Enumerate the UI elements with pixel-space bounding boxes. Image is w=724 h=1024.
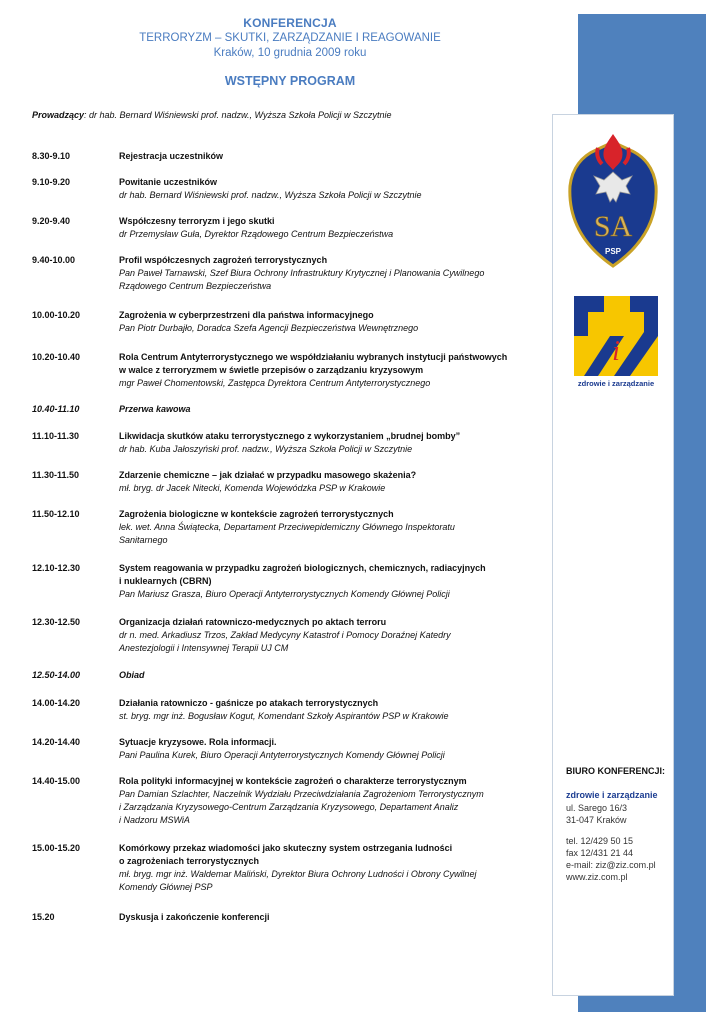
agenda-time: 10.20-10.40: [32, 352, 81, 362]
agenda-time: 15.00-15.20: [32, 843, 81, 853]
agenda-title: Zagrożenia biologiczne w kontekście zagrożeń terrorystycznych: [119, 509, 394, 519]
bureau-address-street: ul. Sarego 16/3: [566, 803, 628, 813]
agenda-title: Likwidacja skutków ataku terrorystycznego z wykorzystaniem „brudnej bomby”: [119, 431, 461, 441]
agenda-title: Działania ratowniczo - gaśnicze po atakach terrorystycznych: [119, 698, 379, 708]
bureau-address-city: 31-047 Kraków: [566, 815, 627, 825]
agenda-speaker: Pani Paulina Kurek, Biuro Operacji Antyterrorystycznych Komendy Głównej Policji: [119, 750, 445, 760]
agenda-title: Rola Centrum Antyterrorystycznego we współdziałaniu wybranych instytucji państwowych: [119, 352, 508, 362]
agenda-item: [32, 616, 542, 655]
agenda-item: [32, 736, 542, 762]
agenda-speaker: st. bryg. mgr inż. Bogusław Kogut, Komendant Szkoły Aspirantów PSP w Krakowie: [119, 711, 449, 721]
conference-bureau: [566, 765, 665, 883]
agenda-time: 11.50-12.10: [32, 509, 80, 519]
agenda-time: 14.20-14.40: [32, 737, 81, 747]
agenda-title: Komórkowy przekaz wiadomości jako skuteczny system ostrzegania ludności: [119, 843, 453, 853]
bureau-website[interactable]: www.ziz.com.pl: [566, 872, 628, 882]
bureau-title: BIURO KONFERENCJI:: [566, 766, 666, 776]
agenda-time: 9.40-10.00: [32, 255, 76, 265]
agenda-item: [32, 842, 542, 894]
agenda-item: [32, 562, 542, 601]
agenda-speaker: Rządowego Centrum Bezpieczeństwa: [119, 281, 272, 291]
agenda-title: Rola polityki informacyjnej w kontekście zagrożeń o charakterze terrorystycznym: [119, 776, 467, 786]
agenda-title: Przerwa kawowa: [119, 404, 191, 414]
agenda-item: [32, 215, 542, 241]
agenda-title: Obiad: [119, 670, 145, 680]
agenda-speaker: dr hab. Bernard Wiśniewski prof. nadzw., Wyższa Szkoła Policji w Szczytnie: [119, 190, 422, 200]
chairperson: [32, 110, 392, 120]
agenda-item: [32, 508, 542, 547]
agenda-title: i nuklearnych (CBRN): [119, 576, 212, 586]
conference-label: KONFERENCJA: [243, 16, 337, 30]
agenda-time: 15.20: [32, 912, 55, 922]
agenda-time: 12.30-12.50: [32, 617, 81, 627]
agenda-time: 14.40-15.00: [32, 776, 81, 786]
agenda-item: [32, 697, 542, 723]
agenda-list: [32, 150, 542, 924]
chair-label: Prowadzący: [32, 110, 85, 120]
agenda-speaker: Anestezjologii i Intensywnej Terapii UJ CM: [119, 643, 289, 653]
agenda-time: 12.10-12.30: [32, 563, 81, 573]
agenda-title: Profil współczesnych zagrożeń terrorystycznych: [119, 255, 328, 265]
agenda-item: [32, 775, 542, 827]
agenda-title: w walce z terroryzmem w świetle przepisów o zarządzaniu kryzysowym: [119, 365, 424, 375]
agenda-speaker: i Nadzoru MSWiA: [119, 815, 190, 825]
ziz-letter: i: [612, 336, 620, 367]
chair-name: : dr hab. Bernard Wiśniewski prof. nadzw., Wyższa Szkoła Policji w Szczytnie: [84, 110, 392, 120]
agenda-item: [32, 176, 542, 202]
emblem-sub: PSP: [604, 247, 622, 256]
agenda-title: System reagowania w przypadku zagrożeń biologicznych, chemicznych, radiacyjnych: [119, 563, 486, 573]
agenda-speaker: Komendy Głównej PSP: [119, 882, 213, 892]
agenda-speaker: Pan Piotr Durbajło, Doradca Szefa Agencji Bezpieczeństwa Wewnętrznego: [119, 323, 419, 333]
agenda-item: [32, 911, 542, 924]
agenda-speaker: lek. wet. Anna Świątecka, Departament Przeciwepidemiczny Głównego Inspektoratu: [119, 522, 455, 532]
agenda-title: Powitanie uczestników: [119, 177, 218, 187]
agenda-time: 11.10-11.30: [32, 431, 80, 441]
agenda-break: [32, 403, 542, 416]
agenda-time: 11.30-11.50: [32, 470, 80, 480]
agenda-speaker: i Zarządzania Kryzysowego-Centrum Zarządzania Kryzysowego, Departament Analiz: [119, 802, 459, 812]
agenda-time: 14.00-14.20: [32, 698, 81, 708]
conference-date: Kraków, 10 grudnia 2009 roku: [213, 47, 367, 59]
agenda-speaker: Sanitarnego: [119, 535, 168, 545]
conference-title: TERRORYZM – SKUTKI, ZARZĄDZANIE I REAGOWANIE: [139, 32, 441, 44]
bureau-fax: fax 12/431 21 44: [566, 848, 634, 858]
agenda-title: Rejestracja uczestników: [119, 151, 224, 161]
program-heading: WSTĘPNY PROGRAM: [224, 74, 356, 88]
agenda-title: o zagrożeniach terrorystycznych: [119, 856, 260, 866]
agenda-speaker: mgr Paweł Chomentowski, Zastępca Dyrektora Centrum Antyterrorystycznego: [119, 378, 431, 388]
agenda-speaker: Pan Paweł Tarnawski, Szef Biura Ochrony Infrastruktury Krytycznej i Planowania Cywilnego: [119, 268, 485, 278]
header: [30, 16, 550, 89]
agenda-title: Organizacja działań ratowniczo-medycznych po aktach terroru: [119, 617, 387, 627]
agenda-time: 9.10-9.20: [32, 177, 71, 187]
agenda-speaker: Pan Damian Szlachter, Naczelnik Wydziału Przeciwdziałania Zagrożeniom Terrorystycznym: [119, 789, 484, 799]
agenda-time: 8.30-9.10: [32, 151, 71, 161]
agenda-time: 10.00-10.20: [32, 310, 81, 320]
psp-emblem-logo: [566, 128, 660, 272]
bureau-phone: tel. 12/429 50 15: [566, 836, 634, 846]
agenda-item: [32, 469, 542, 495]
agenda-speaker: dr hab. Kuba Jałoszyński prof. nadzw., Wyższa Szkoła Policji w Szczytnie: [119, 444, 413, 454]
agenda-item: [32, 351, 542, 390]
agenda-speaker: mł. bryg. mgr inż. Waldemar Maliński, Dyrektor Biura Ochrony Ludności i Obrony Cywilnej: [119, 869, 477, 879]
bureau-brand: zdrowie i zarządzanie: [566, 790, 658, 800]
agenda-speaker: Pan Mariusz Grasza, Biuro Operacji Antyterrorystycznych Komendy Głównej Policji: [119, 589, 450, 599]
ziz-logo: [574, 296, 658, 388]
agenda-item: [32, 430, 542, 456]
agenda-time: 9.20-9.40: [32, 216, 71, 226]
bureau-email[interactable]: e-mail: ziz@ziz.com.pl: [566, 860, 656, 870]
agenda-speaker: dr n. med. Arkadiusz Trzos, Zakład Medycyny Katastrof i Pomocy Doraźnej Katedry: [119, 630, 451, 640]
agenda-title: Dyskusja i zakończenie konferencji: [119, 912, 270, 922]
agenda-item: [32, 150, 542, 163]
ziz-caption: zdrowie i zarządzanie: [577, 379, 655, 388]
agenda-title: Współczesny terroryzm i jego skutki: [119, 216, 275, 226]
agenda-break: [32, 669, 542, 682]
agenda-speaker: dr Przemysław Guła, Dyrektor Rządowego Centrum Bezpieczeństwa: [119, 229, 394, 239]
agenda-title: Zdarzenie chemiczne – jak działać w przypadku masowego skażenia?: [119, 470, 417, 480]
agenda-title: Sytuacje kryzysowe. Rola informacji.: [119, 737, 277, 747]
agenda-item: [32, 254, 542, 293]
agenda-speaker: mł. bryg. dr Jacek Nitecki, Komenda Wojewódzka PSP w Krakowie: [119, 483, 386, 493]
agenda-title: Zagrożenia w cyberprzestrzeni dla państwa informacyjnego: [119, 310, 374, 320]
emblem-letters: SA: [593, 210, 633, 243]
agenda-time: 10.40-11.10: [32, 404, 80, 414]
agenda-item: [32, 309, 542, 335]
agenda-time: 12.50-14.00: [32, 670, 81, 680]
